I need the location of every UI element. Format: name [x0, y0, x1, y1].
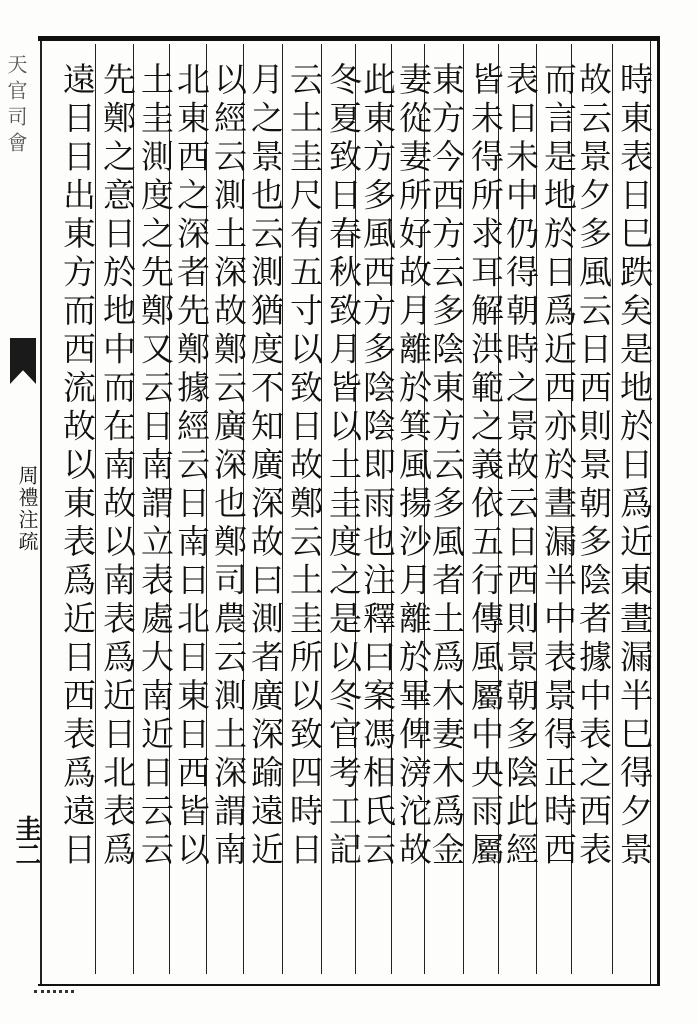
margin-folio-number: 圭二	[11, 815, 41, 867]
column-text: 妻從妻所好故月離於箕風揚沙月離於畢俾滂沱故	[394, 62, 433, 871]
column-text: 東方今西方云多陰東方云多風者土爲木妻木爲金	[427, 62, 466, 871]
text-column	[206, 44, 248, 974]
column-text: 先鄭之意日於地中而在南故以南表爲近日北表爲	[98, 62, 137, 871]
column-text: 皆未得所求耳解洪範之義依五行傳風屬中央雨屬	[466, 62, 505, 871]
text-column	[95, 44, 137, 974]
column-text: 月之景也云測猶度不知廣深故曰測者廣深踰遠近	[246, 62, 285, 871]
column-text: 故云景夕多風云日西則景朝多陰者據中表之西表	[574, 62, 613, 871]
fish-tail-mark-icon	[10, 338, 36, 384]
column-text: 時東表日巳跌矣是地於日爲近東晝漏半巳得夕景	[615, 62, 654, 871]
column-text: 土圭測度之先鄭又云日南謂立表處大南近日云云	[136, 62, 175, 871]
column-text: 此東方多風西方多陰陰即雨也注釋曰案馮相氏云	[358, 62, 397, 871]
text-column	[133, 44, 175, 974]
column-text: 表日未中仍得朝時之景故云日西則景朝多陰此經	[501, 62, 540, 871]
column-text: 以經云測土深故鄭云廣深也鄭司農云測土深謂南	[209, 62, 248, 871]
text-column	[463, 44, 505, 974]
column-text: 而言是地於日爲近西亦於晝漏半中表景得正時西	[539, 62, 578, 871]
page-margin-strip	[4, 40, 42, 985]
column-text: 遠日日出東方而西流故以東表爲近日西表爲遠日	[58, 62, 97, 871]
text-column	[282, 44, 324, 974]
bottom-edge-mark	[34, 990, 74, 1001]
text-column	[536, 44, 578, 974]
margin-top-label: 天官司會	[4, 54, 28, 158]
text-column	[243, 44, 285, 974]
text-column	[612, 44, 654, 974]
text-column	[56, 44, 98, 974]
column-text: 北東西之深者先鄭據經云日南日北日東日西皆以	[172, 62, 211, 871]
column-text: 冬夏致日春秋致月皆以土圭度之是以冬官考工記	[324, 62, 363, 871]
text-column	[321, 44, 363, 974]
margin-book-title: 周禮注疏	[15, 465, 39, 553]
column-text: 云土圭尺有五寸以致日故鄭云土圭所以致四時日	[285, 62, 324, 871]
